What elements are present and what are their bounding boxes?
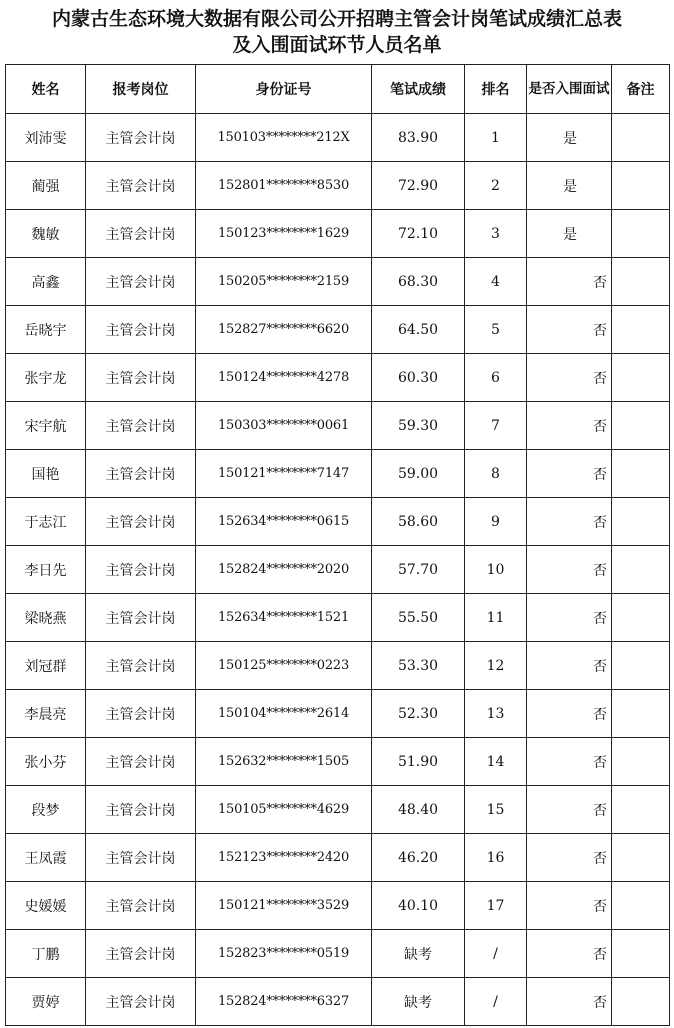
- cell-name: 贾婷: [6, 978, 86, 1026]
- cell-interview: 否: [527, 594, 612, 642]
- cell-interview: 否: [527, 498, 612, 546]
- cell-interview: 否: [527, 354, 612, 402]
- cell-rank: 16: [465, 834, 527, 882]
- cell-interview: 否: [527, 642, 612, 690]
- cell-interview: 否: [527, 306, 612, 354]
- cell-position: 主管会计岗: [86, 546, 196, 594]
- cell-score: 60.30: [372, 354, 465, 402]
- cell-remark: [612, 930, 670, 978]
- cell-id-number: 152634********1521: [196, 594, 372, 642]
- cell-name: 蔺强: [6, 162, 86, 210]
- cell-id-number: 152823********0519: [196, 930, 372, 978]
- cell-position: 主管会计岗: [86, 930, 196, 978]
- cell-position: 主管会计岗: [86, 402, 196, 450]
- cell-remark: [612, 498, 670, 546]
- cell-position: 主管会计岗: [86, 786, 196, 834]
- cell-score: 48.40: [372, 786, 465, 834]
- table-row: [6, 306, 670, 354]
- cell-position: 主管会计岗: [86, 162, 196, 210]
- cell-interview: 是: [527, 210, 612, 258]
- cell-rank: 4: [465, 258, 527, 306]
- cell-rank: 9: [465, 498, 527, 546]
- table-row: [6, 498, 670, 546]
- cell-name: 梁晓燕: [6, 594, 86, 642]
- cell-rank: 6: [465, 354, 527, 402]
- cell-rank: 7: [465, 402, 527, 450]
- cell-name: 刘冠群: [6, 642, 86, 690]
- cell-remark: [612, 354, 670, 402]
- cell-name: 李晨亮: [6, 690, 86, 738]
- cell-remark: [612, 834, 670, 882]
- header-remark: 备注: [612, 65, 670, 114]
- cell-name: 宋宇航: [6, 402, 86, 450]
- title-line-2: 及入围面试环节人员名单: [232, 34, 442, 56]
- table-row: [6, 834, 670, 882]
- cell-name: 国艳: [6, 450, 86, 498]
- cell-id-number: 150103********212X: [196, 114, 372, 162]
- cell-id-number: 152632********1505: [196, 738, 372, 786]
- table-row: [6, 738, 670, 786]
- cell-score: 68.30: [372, 258, 465, 306]
- cell-id-number: 152801********8530: [196, 162, 372, 210]
- cell-position: 主管会计岗: [86, 594, 196, 642]
- cell-score: 40.10: [372, 882, 465, 930]
- cell-rank: /: [465, 978, 527, 1026]
- cell-remark: [612, 642, 670, 690]
- table-header: [6, 65, 670, 114]
- table-row: [6, 210, 670, 258]
- cell-position: 主管会计岗: [86, 882, 196, 930]
- cell-score: 55.50: [372, 594, 465, 642]
- cell-score: 59.30: [372, 402, 465, 450]
- cell-rank: 10: [465, 546, 527, 594]
- cell-interview: 否: [527, 882, 612, 930]
- cell-id-number: 150123********1629: [196, 210, 372, 258]
- cell-score: 53.30: [372, 642, 465, 690]
- table-row: [6, 402, 670, 450]
- cell-id-number: 150121********7147: [196, 450, 372, 498]
- table-row: [6, 354, 670, 402]
- results-table: [5, 64, 670, 1026]
- cell-score: 缺考: [372, 978, 465, 1026]
- header-score: 笔试成绩: [372, 65, 465, 114]
- table-row: [6, 450, 670, 498]
- table-row: [6, 978, 670, 1026]
- cell-rank: 5: [465, 306, 527, 354]
- cell-id-number: 152824********6327: [196, 978, 372, 1026]
- cell-position: 主管会计岗: [86, 738, 196, 786]
- cell-score: 51.90: [372, 738, 465, 786]
- table-row: [6, 786, 670, 834]
- cell-id-number: 150205********2159: [196, 258, 372, 306]
- cell-rank: 8: [465, 450, 527, 498]
- table-row: [6, 546, 670, 594]
- table-row: [6, 642, 670, 690]
- cell-remark: [612, 546, 670, 594]
- cell-name: 张小芬: [6, 738, 86, 786]
- cell-score: 83.90: [372, 114, 465, 162]
- cell-remark: [612, 786, 670, 834]
- cell-score: 52.30: [372, 690, 465, 738]
- cell-id-number: 152634********0615: [196, 498, 372, 546]
- cell-remark: [612, 114, 670, 162]
- cell-position: 主管会计岗: [86, 642, 196, 690]
- cell-name: 段梦: [6, 786, 86, 834]
- cell-score: 46.20: [372, 834, 465, 882]
- cell-remark: [612, 450, 670, 498]
- cell-rank: 12: [465, 642, 527, 690]
- cell-name: 刘沛雯: [6, 114, 86, 162]
- table-row: [6, 882, 670, 930]
- cell-remark: [612, 738, 670, 786]
- cell-interview: 否: [527, 450, 612, 498]
- cell-interview: 否: [527, 258, 612, 306]
- cell-score: 72.90: [372, 162, 465, 210]
- cell-position: 主管会计岗: [86, 306, 196, 354]
- cell-remark: [612, 882, 670, 930]
- cell-rank: 11: [465, 594, 527, 642]
- cell-remark: [612, 162, 670, 210]
- cell-id-number: 150303********0061: [196, 402, 372, 450]
- cell-name: 高鑫: [6, 258, 86, 306]
- cell-remark: [612, 978, 670, 1026]
- table-row: [6, 258, 670, 306]
- header-position: 报考岗位: [86, 65, 196, 114]
- table-row: [6, 114, 670, 162]
- cell-score: 64.50: [372, 306, 465, 354]
- cell-name: 王凤霞: [6, 834, 86, 882]
- cell-rank: 14: [465, 738, 527, 786]
- cell-position: 主管会计岗: [86, 834, 196, 882]
- cell-interview: 否: [527, 978, 612, 1026]
- header-interview: 是否入围面试: [527, 65, 612, 114]
- cell-id-number: 150124********4278: [196, 354, 372, 402]
- cell-position: 主管会计岗: [86, 258, 196, 306]
- title-line-1: 内蒙古生态环境大数据有限公司公开招聘主管会计岗笔试成绩汇总表: [51, 8, 622, 30]
- cell-rank: 3: [465, 210, 527, 258]
- cell-score: 58.60: [372, 498, 465, 546]
- table-row: [6, 162, 670, 210]
- header-rank: 排名: [465, 65, 527, 114]
- header-row: [6, 65, 670, 114]
- cell-name: 张宇龙: [6, 354, 86, 402]
- cell-position: 主管会计岗: [86, 498, 196, 546]
- cell-name: 丁鹏: [6, 930, 86, 978]
- header-id-number: 身份证号: [196, 65, 372, 114]
- cell-name: 史媛媛: [6, 882, 86, 930]
- cell-position: 主管会计岗: [86, 690, 196, 738]
- cell-id-number: 150105********4629: [196, 786, 372, 834]
- cell-interview: 是: [527, 162, 612, 210]
- cell-score: 59.00: [372, 450, 465, 498]
- table-body: [6, 114, 670, 1026]
- cell-remark: [612, 210, 670, 258]
- cell-id-number: 152123********2420: [196, 834, 372, 882]
- cell-name: 李日先: [6, 546, 86, 594]
- cell-interview: 否: [527, 690, 612, 738]
- cell-name: 岳晓宇: [6, 306, 86, 354]
- table-row: [6, 594, 670, 642]
- cell-position: 主管会计岗: [86, 210, 196, 258]
- cell-id-number: 150104********2614: [196, 690, 372, 738]
- cell-id-number: 150125********0223: [196, 642, 372, 690]
- cell-score: 72.10: [372, 210, 465, 258]
- cell-interview: 否: [527, 786, 612, 834]
- cell-remark: [612, 690, 670, 738]
- cell-rank: 2: [465, 162, 527, 210]
- cell-interview: 否: [527, 834, 612, 882]
- cell-score: 缺考: [372, 930, 465, 978]
- cell-interview: 否: [527, 546, 612, 594]
- cell-remark: [612, 594, 670, 642]
- cell-position: 主管会计岗: [86, 450, 196, 498]
- cell-id-number: 152827********6620: [196, 306, 372, 354]
- cell-interview: 是: [527, 114, 612, 162]
- cell-rank: 15: [465, 786, 527, 834]
- cell-name: 于志江: [6, 498, 86, 546]
- cell-rank: 13: [465, 690, 527, 738]
- cell-position: 主管会计岗: [86, 354, 196, 402]
- cell-score: 57.70: [372, 546, 465, 594]
- cell-rank: /: [465, 930, 527, 978]
- cell-position: 主管会计岗: [86, 114, 196, 162]
- cell-remark: [612, 402, 670, 450]
- cell-id-number: 150121********3529: [196, 882, 372, 930]
- cell-interview: 否: [527, 738, 612, 786]
- cell-rank: 17: [465, 882, 527, 930]
- cell-interview: 否: [527, 930, 612, 978]
- cell-interview: 否: [527, 402, 612, 450]
- cell-rank: 1: [465, 114, 527, 162]
- cell-remark: [612, 258, 670, 306]
- cell-id-number: 152824********2020: [196, 546, 372, 594]
- cell-name: 魏敏: [6, 210, 86, 258]
- table-row: [6, 930, 670, 978]
- cell-position: 主管会计岗: [86, 978, 196, 1026]
- header-name: 姓名: [6, 65, 86, 114]
- cell-remark: [612, 306, 670, 354]
- table-row: [6, 690, 670, 738]
- document-title: [0, 0, 674, 58]
